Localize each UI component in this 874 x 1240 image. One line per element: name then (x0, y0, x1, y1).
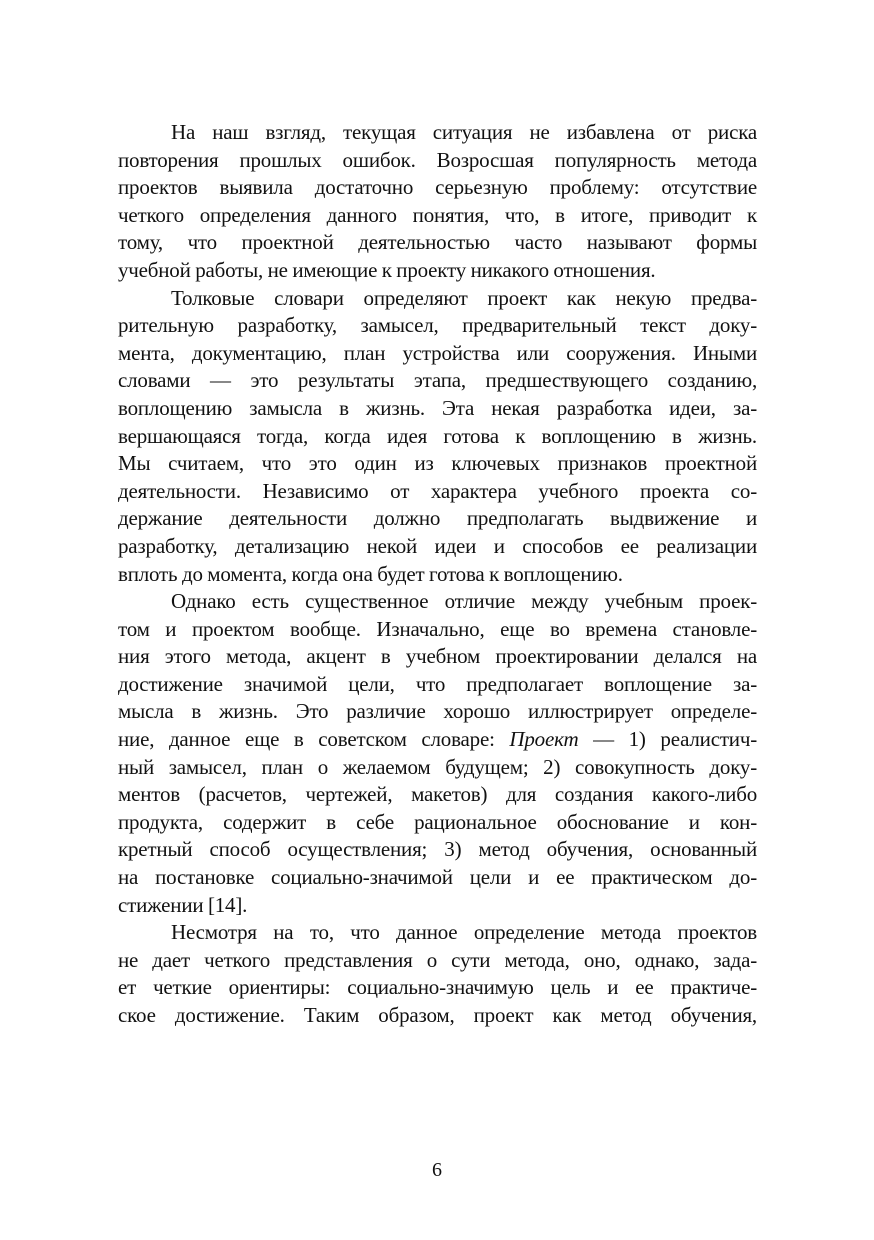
text-line: том и проектом вообще. Изначально, еще во времена становле- (118, 616, 757, 641)
text-line: Однако есть существенное отличие между учебным проек- (171, 589, 757, 614)
text-line: вершающаяся тогда, когда идея готова к воплощению в жизнь. (118, 423, 757, 448)
document-page (118, 119, 757, 1030)
text-line: достижение значимой цели, что предполагает воплощение за- (118, 671, 757, 696)
text-line-with-citation: стижении [14]. (118, 892, 248, 917)
text-line: деятельности. Независимо от характера учебного проекта со- (118, 478, 757, 503)
text-line: ния этого метода, акцент в учебном проектировании делался на (118, 644, 757, 669)
text-line: тому, что проектной деятельностью часто называют формы (118, 230, 757, 255)
text-line: на постановке социально-значимой цели и ее практическом до- (118, 865, 757, 890)
text-line: словами — это результаты этапа, предшествующего созданию, (118, 368, 757, 393)
text-line: Толковые словари определяют проект как некую предва- (171, 285, 757, 310)
page-number: 6 (432, 1159, 442, 1181)
text-line: четкого определения данного понятия, что, в итоге, приводит к (118, 202, 757, 227)
italic-term: Проект (509, 727, 579, 752)
text-line: ный замысел, план о желаемом будущем; 2) совокупность доку- (118, 754, 757, 779)
text-line: ское достижение. Таким образом, проект как метод обучения, (118, 1003, 757, 1027)
text-line: На наш взгляд, текущая ситуация не избавлена от риска (171, 120, 757, 144)
text-line: Несмотря на то, что данное определение метода проектов (171, 920, 757, 945)
text-segment: — 1) реалистич- (578, 727, 757, 752)
paragraph-3 (118, 588, 757, 919)
text-line: рительную разработку, замысел, предварительный текст доку- (118, 313, 757, 338)
text-line: воплощению замысла в жизнь. Эта некая разработка идеи, за- (118, 395, 757, 420)
text-line: продукта, содержит в себе рациональное обоснование и кон- (118, 809, 757, 834)
text-segment: ние, данное еще в советском словаре: (118, 727, 510, 752)
text-line: мента, документацию, план устройства или сооружения. Иными (118, 340, 757, 365)
text-line: ет четкие ориентиры: социально-значимую цель и ее практиче- (118, 975, 757, 1000)
text-line: ментов (расчетов, чертежей, макетов) для создания какого-либо (118, 782, 757, 807)
text-line: вплоть до момента, когда она будет готова к воплощению. (118, 561, 623, 586)
text-line: учебной работы, не имеющие к проекту никакого отношения. (118, 257, 656, 282)
text-line: проектов выявила достаточно серьезную проблему: отсутствие (118, 175, 757, 200)
text-line: держание деятельности должно предполагать выдвижение и (118, 506, 757, 531)
text-line: не дает четкого представления о сути метода, оно, однако, зада- (118, 947, 757, 972)
text-line: разработку, детализацию некой идеи и способов ее реализации (118, 533, 757, 558)
text-line-with-definition (118, 726, 757, 754)
text-line: повторения прошлых ошибок. Возросшая популярность метода (118, 147, 757, 172)
text-line: Мы считаем, что это один из ключевых признаков проектной (118, 451, 757, 476)
paragraph-1 (118, 119, 757, 285)
text-line: мысла в жизнь. Это различие хорошо иллюстрирует определе- (118, 699, 757, 724)
paragraph-2 (118, 285, 757, 589)
paragraph-4 (118, 919, 757, 1029)
text-line: кретный способ осуществления; 3) метод обучения, основанный (118, 837, 757, 862)
